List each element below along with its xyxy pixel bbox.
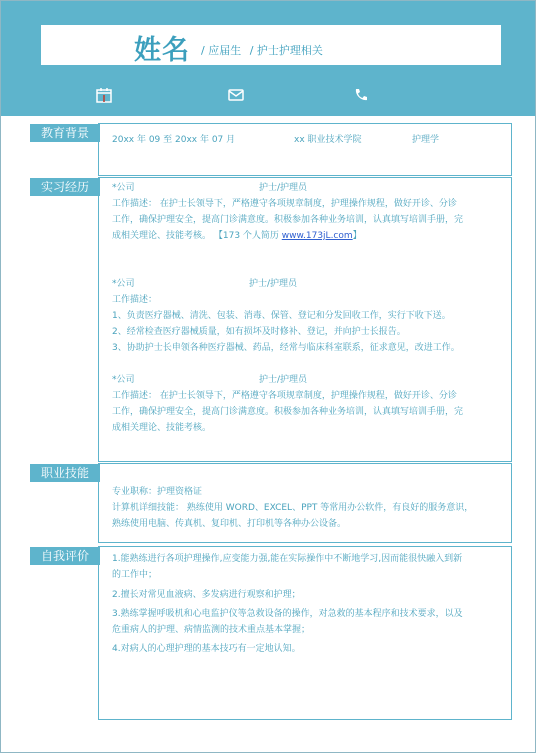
self-eval-line: 3.熟练掌握呼吸机和心电监护仪等急救设备的操作，对急救的基本程序和技术要求，以及 (112, 609, 463, 619)
education-major: 护理学 (412, 135, 440, 145)
self-eval-line: 1.能熟练进行各项护理操作,应变能力强,能在实际操作中不断地学习,因而能很快融入到新 (112, 554, 463, 564)
candidate-name: 姓名 (134, 35, 190, 66)
subtitle-status: / 应届生 (201, 44, 242, 57)
section-skills-box (98, 463, 512, 543)
internship-desc-line: 工作，确保护理安全，提高门诊满意度。积极参加各种业务培训，认真填写培训手册，完 (112, 215, 464, 225)
internship-desc-line: 工作，确保护理安全，提高门诊满意度。积极参加各种业务培训，认真填写培训手册，完 (112, 407, 464, 417)
name-box (41, 25, 501, 65)
resume-header (1, 1, 535, 116)
education-school: xx 职业技术学院 (294, 135, 362, 145)
section-internship-title: 实习经历 (30, 178, 100, 196)
internship-desc-line: 工作描述： 在护士长领导下，严格遵守各项规章制度，护理操作规程，做好开诊、分诊 (112, 199, 457, 209)
calendar-icon (96, 87, 112, 103)
self-eval-line: 的工作中； (112, 570, 158, 580)
skills-line: 专业职称：护理资格证 (112, 487, 203, 497)
section-education-box (98, 123, 512, 176)
internship-role: 护士/护理员 (249, 279, 298, 289)
internship-desc-line: 成相关理论、技能考核。 (112, 423, 212, 433)
internship-role: 护士/护理员 (259, 375, 308, 385)
job-subtitle (201, 42, 328, 58)
skills-line: 计算机详细技能： 熟练使用 WORD、EXCEL、PPT 等常用办公软件，有良好的服务意识， (112, 503, 474, 513)
section-skills-title: 职业技能 (30, 464, 100, 482)
internship-company: *公司 (112, 375, 135, 385)
link-suffix: 】 (352, 231, 362, 241)
self-eval-line: 危重病人的护理、病情监测的技术重点基本掌握； (112, 625, 311, 635)
section-self-eval-title: 自我评价 (30, 547, 100, 565)
subtitle-field: / 护士护理相关 (249, 44, 323, 57)
phone-icon (353, 87, 369, 103)
self-eval-line: 4.对病人的心理护理的基本技巧有一定地认知。 (112, 644, 301, 654)
internship-desc-line: 2、经常检查医疗器械质量，如有损坏及时修补、登记，并向护士长报告。 (112, 327, 406, 337)
internship-desc-line: 1、负责医疗器械、清洗、包装、消毒、保管、登记和分发回收工作，实行下收下送。 (112, 311, 451, 321)
section-education-title: 教育背景 (30, 124, 100, 142)
education-dates: 20xx 年 09 至 20xx 年 07 月 (112, 135, 236, 145)
internship-desc-line: 3、协助护士长申领各种医疗器械、药品，经常与临床科室联系，征求意见，改进工作。 (112, 343, 460, 353)
internship-company: *公司 (112, 183, 135, 193)
self-eval-line: 2.擅长对常见血液病、多发病进行观察和护理； (112, 590, 301, 600)
section-self-eval-box (98, 546, 512, 720)
section-internship-box (98, 177, 512, 462)
internship-company: *公司 (112, 279, 135, 289)
internship-desc-line (112, 228, 362, 241)
internship-desc-line: 工作描述： 在护士长领导下，严格遵守各项规章制度，护理操作规程，做好开诊、分诊 (112, 391, 457, 401)
website-link[interactable]: www.173jL.com (281, 231, 353, 241)
mail-icon (228, 87, 244, 103)
skills-line: 熟练使用电脑、传真机、复印机、打印机等各种办公设备。 (112, 519, 347, 529)
internship-desc-text: 成相关理论、技能考核。 【173 个人简历 (112, 231, 282, 241)
internship-role: 护士/护理员 (259, 183, 308, 193)
internship-desc-line: 工作描述： (112, 295, 158, 305)
